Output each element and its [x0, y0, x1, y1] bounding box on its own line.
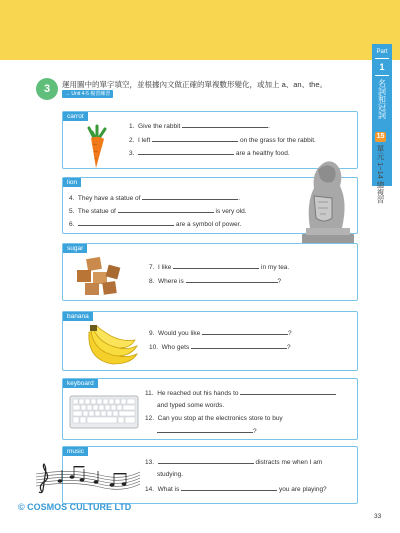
exercise-number: 3 [36, 78, 58, 100]
page-number: 33 [374, 513, 382, 520]
music-notes-icon [34, 462, 142, 496]
answer-blank-3[interactable] [138, 149, 234, 155]
keyboard-icon [69, 395, 139, 429]
answer-blank-6[interactable] [78, 220, 174, 226]
part-divider [375, 75, 389, 76]
answer-blank-13[interactable] [158, 458, 254, 464]
question-1: 1. Give the rabbit . [129, 123, 270, 130]
answer-blank-1[interactable] [182, 122, 268, 128]
unit-badge: 15 [376, 133, 385, 140]
question-13-cont: studying. [157, 471, 184, 478]
panel-label: keyboard [63, 379, 98, 388]
panel-label: carrot [63, 112, 88, 121]
question-12: 12. Can you stop at the electronics store to buy [145, 415, 283, 422]
unit-title: 單元 1~14 總複習 [376, 145, 385, 204]
part-divider [375, 58, 389, 59]
question-11: 11. He reached out his hands to [145, 389, 336, 397]
question-2: 2. I left on the grass for the rabbit. [129, 137, 316, 144]
question-6: 6. are a symbol of power. [69, 221, 242, 228]
question-9: 9. Would you like ? [149, 330, 292, 337]
question-13: 13. distracts me when I am [145, 459, 323, 466]
exercise-instruction: 運用圖中的單字填空，並根據內文做正確的單複數形變化，或加上 a、an、the。 [62, 80, 328, 89]
bananas-icon [83, 324, 141, 370]
answer-blank-2[interactable] [152, 136, 238, 142]
answer-blank-11[interactable] [240, 389, 336, 395]
answer-blank-14[interactable] [181, 485, 277, 491]
question-10: 10. Who gets ? [149, 344, 291, 351]
answer-blank-8[interactable] [186, 277, 278, 283]
answer-blank-10[interactable] [191, 343, 287, 349]
panel-sugar [62, 243, 358, 301]
panel-label: music [63, 447, 88, 456]
question-8: 8. Where is ? [149, 278, 282, 285]
sugar-cubes-icon [73, 256, 125, 298]
answer-blank-12[interactable] [157, 427, 253, 433]
answer-blank-9[interactable] [202, 329, 288, 335]
answer-blank-5[interactable] [118, 207, 214, 213]
question-12-cont: ? [157, 427, 257, 435]
question-7: 7. I like in my tea. [149, 264, 290, 271]
question-4: 4. They have a statue of . [69, 195, 241, 202]
header-band [0, 0, 400, 60]
question-14: 14. What is you are playing? [145, 486, 327, 493]
panel-label: banana [63, 312, 93, 321]
carrot-icon [77, 124, 117, 170]
copyright-watermark: © COSMOS CULTURE LTD [18, 502, 132, 512]
question-3: 3. are a healthy food. [129, 150, 290, 157]
part-title: 名詞和冠詞 [377, 79, 387, 119]
lion-statue-icon [296, 152, 358, 248]
panel-banana [62, 311, 358, 371]
question-5: 5. The statue of is very old. [69, 208, 247, 215]
panel-keyboard [62, 378, 358, 440]
question-11-cont: and typed some words. [157, 402, 225, 409]
answer-blank-7[interactable] [173, 263, 259, 269]
panel-label: lion [63, 178, 81, 187]
unit-reference-tag: → Unit 4-5 複習練習 [62, 90, 113, 98]
answer-blank-4[interactable] [142, 194, 238, 200]
part-number: 1 [379, 62, 385, 72]
part-label: Part [376, 49, 388, 55]
panel-label: sugar [63, 244, 87, 253]
